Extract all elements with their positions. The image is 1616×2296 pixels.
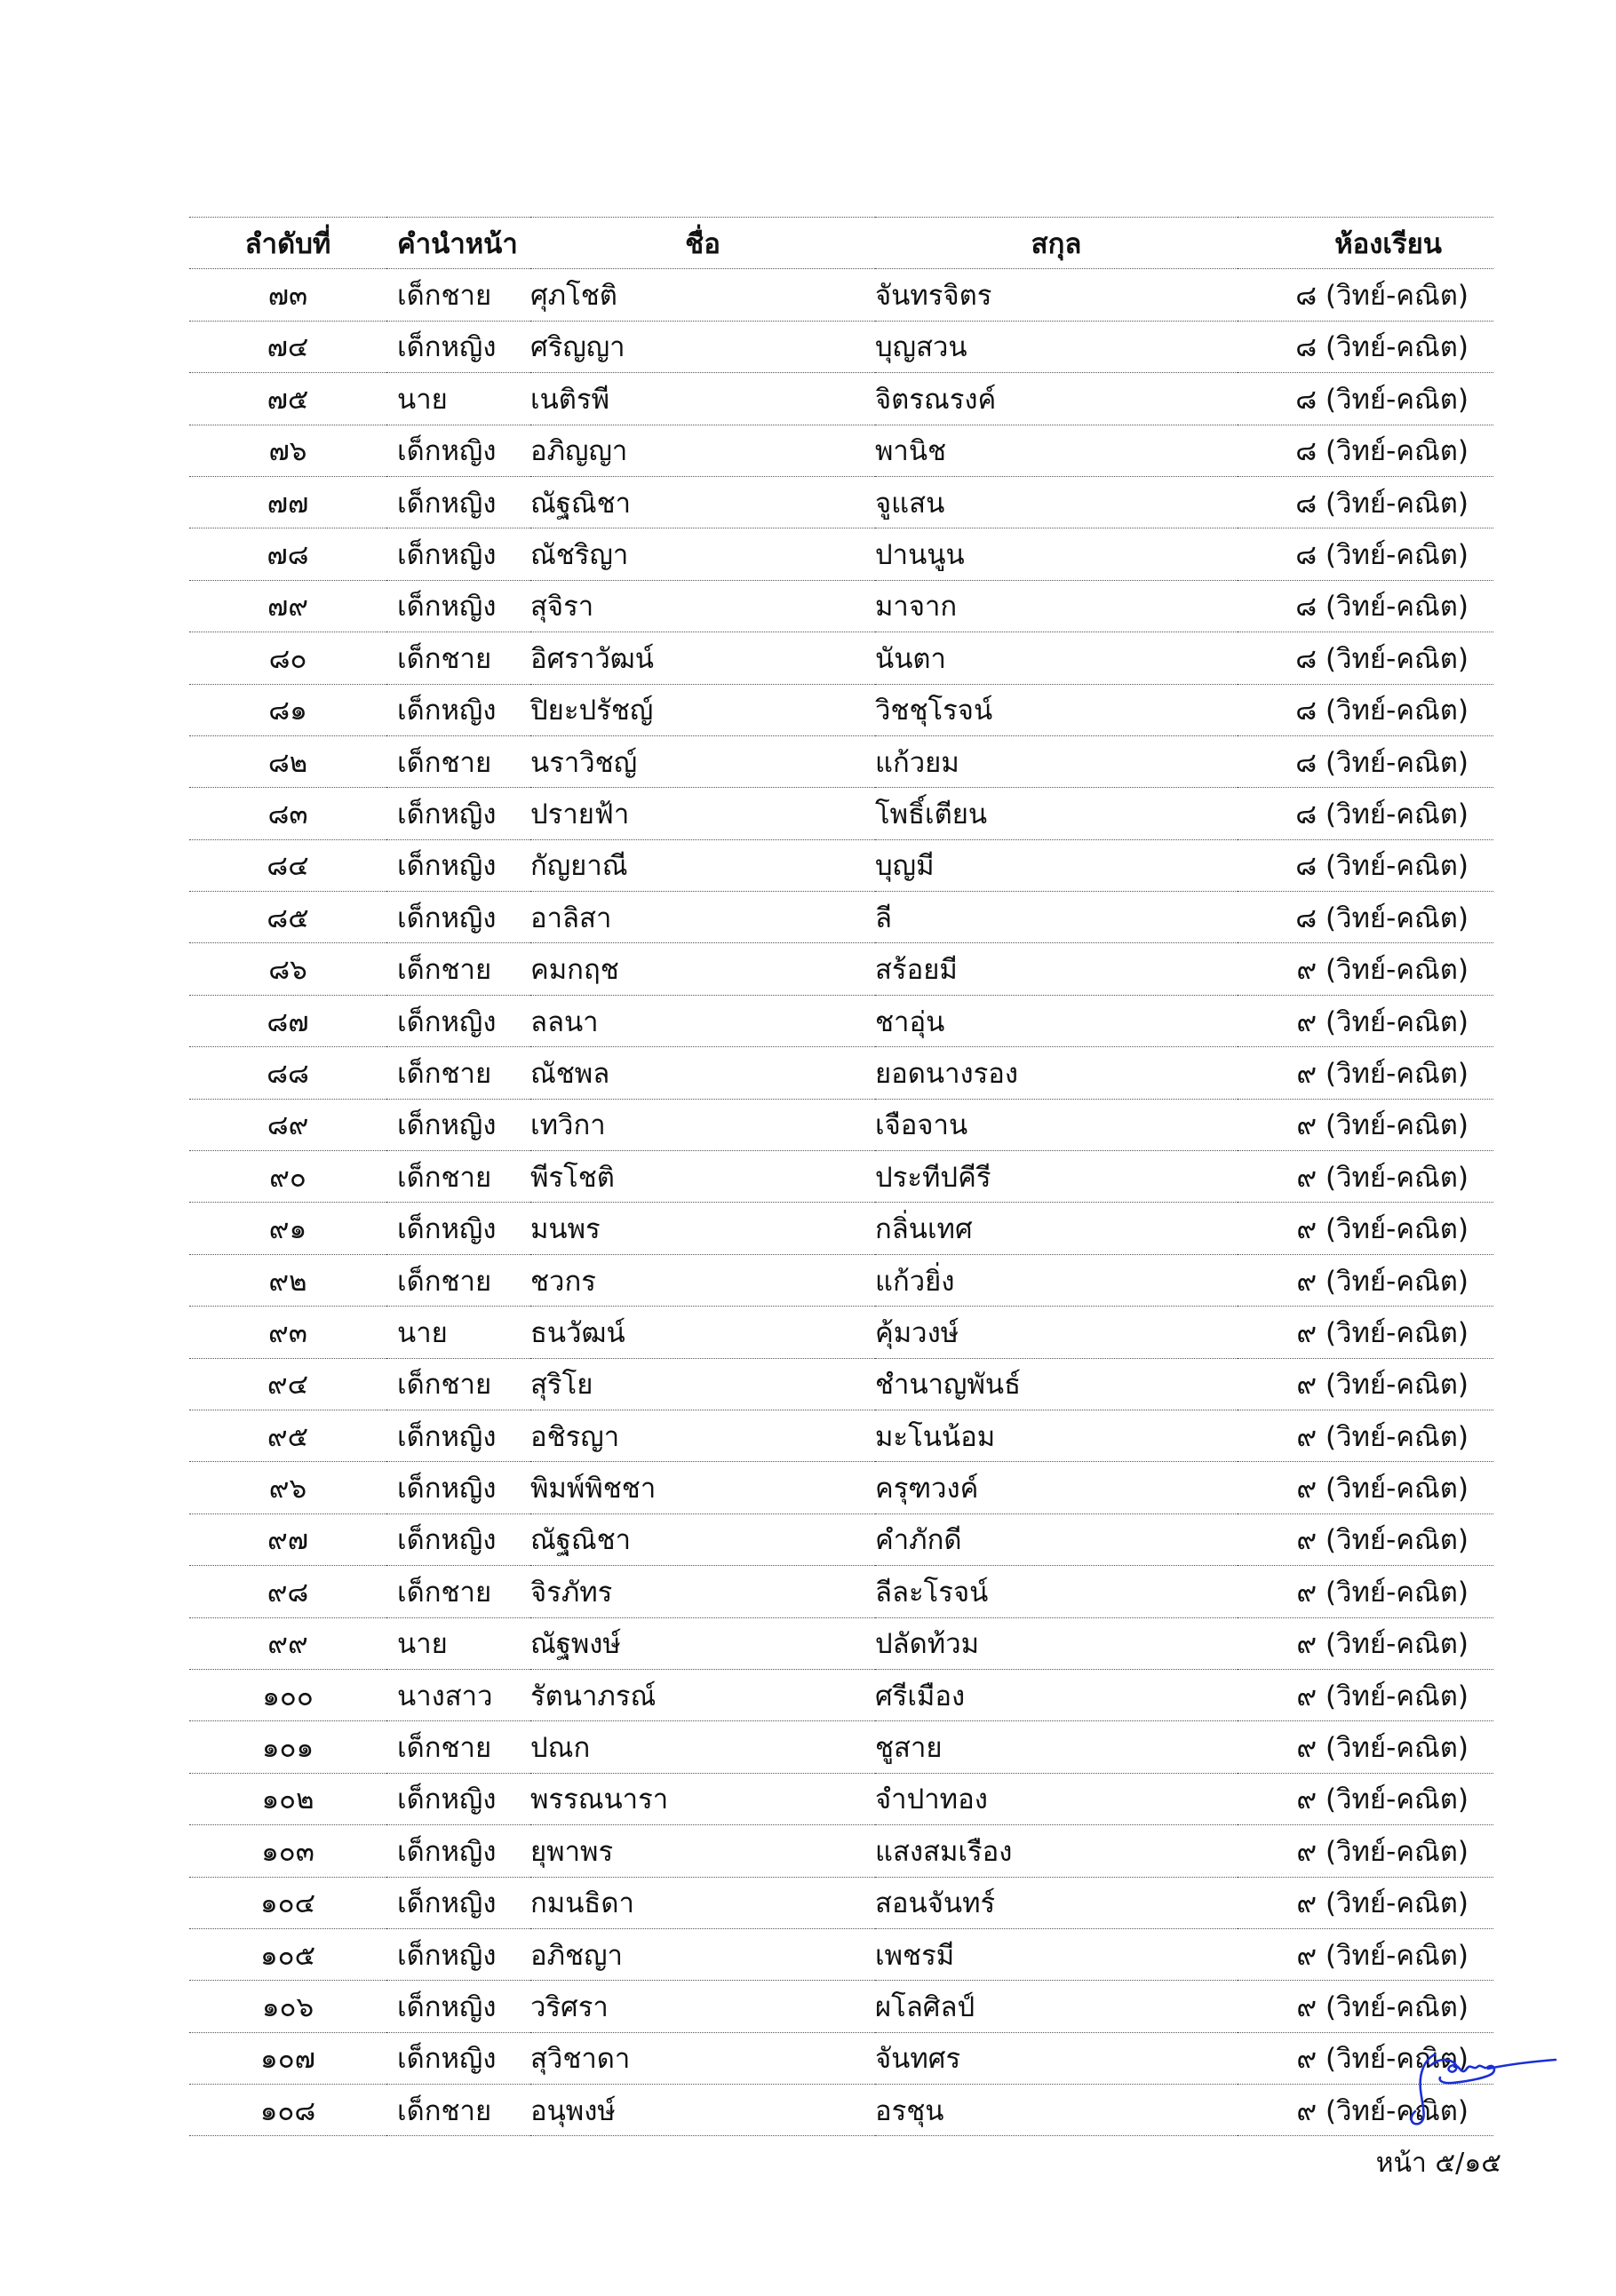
cell-classroom: ๙ (วิทย์-คณิต) (1238, 1203, 1493, 1254)
cell-classroom: ๘ (วิทย์-คณิต) (1238, 788, 1493, 839)
cell-classroom: ๙ (วิทย์-คณิต) (1238, 1825, 1493, 1877)
cell-title: เด็กหญิง (386, 1099, 530, 1150)
cell-last-name: ปานนูน (875, 528, 1238, 580)
cell-last-name: มาจาก (875, 580, 1238, 632)
cell-first-name: ธนวัฒน์ (530, 1307, 875, 1358)
cell-first-name: ศริญญา (530, 321, 875, 372)
cell-first-name: พีรโชติ (530, 1151, 875, 1203)
cell-title: เด็กหญิง (386, 580, 530, 632)
cell-number: ๘๐ (189, 632, 386, 684)
cell-last-name: ประทีปคีรี (875, 1151, 1238, 1203)
header-last-name: สกุล (875, 218, 1238, 269)
cell-first-name: กมนธิดา (530, 1877, 875, 1928)
cell-number: ๘๕ (189, 892, 386, 943)
table-row (189, 1410, 1493, 1461)
cell-title: เด็กชาย (386, 1721, 530, 1773)
cell-classroom: ๙ (วิทย์-คณิต) (1238, 1669, 1493, 1720)
cell-first-name: วริศรา (530, 1981, 875, 2032)
table-row (189, 1981, 1493, 2032)
cell-classroom: ๘ (วิทย์-คณิต) (1238, 476, 1493, 528)
cell-classroom: ๘ (วิทย์-คณิต) (1238, 528, 1493, 580)
cell-last-name: ครุฑวงค์ (875, 1462, 1238, 1513)
table-row (189, 1151, 1493, 1203)
cell-first-name: ลลนา (530, 995, 875, 1046)
cell-classroom: ๘ (วิทย์-คณิต) (1238, 269, 1493, 321)
table-row (189, 269, 1493, 321)
cell-last-name: คุ้มวงษ์ (875, 1307, 1238, 1358)
cell-classroom: ๙ (วิทย์-คณิต) (1238, 1566, 1493, 1617)
table-row (189, 1254, 1493, 1306)
cell-last-name: วิชชุโรจน์ (875, 684, 1238, 735)
cell-classroom: ๙ (วิทย์-คณิต) (1238, 1358, 1493, 1410)
cell-classroom: ๙ (วิทย์-คณิต) (1238, 1254, 1493, 1306)
cell-number: ๑๐๕ (189, 1928, 386, 1980)
cell-number: ๗๔ (189, 321, 386, 372)
cell-title: เด็กหญิง (386, 321, 530, 372)
cell-first-name: อาลิสา (530, 892, 875, 943)
cell-last-name: บุญสวน (875, 321, 1238, 372)
cell-number: ๙๖ (189, 1462, 386, 1513)
cell-title: นาย (386, 373, 530, 425)
cell-title: เด็กหญิง (386, 476, 530, 528)
table-row (189, 580, 1493, 632)
cell-last-name: สอนจันทร์ (875, 1877, 1238, 1928)
cell-classroom: ๙ (วิทย์-คณิต) (1238, 1617, 1493, 1669)
cell-number: ๗๘ (189, 528, 386, 580)
cell-first-name: สุวิชาดา (530, 2032, 875, 2084)
cell-number: ๗๖ (189, 425, 386, 476)
table-row (189, 788, 1493, 839)
table-row (189, 2032, 1493, 2084)
cell-number: ๙๐ (189, 1151, 386, 1203)
cell-first-name: จิรภัทร (530, 1566, 875, 1617)
cell-classroom: ๘ (วิทย์-คณิต) (1238, 321, 1493, 372)
cell-first-name: เทวิกา (530, 1099, 875, 1150)
cell-number: ๘๗ (189, 995, 386, 1046)
cell-title: เด็กหญิง (386, 1410, 530, 1461)
cell-title: เด็กหญิง (386, 528, 530, 580)
cell-classroom: ๘ (วิทย์-คณิต) (1238, 580, 1493, 632)
cell-first-name: พิมพ์พิชชา (530, 1462, 875, 1513)
cell-last-name: จันทศร (875, 2032, 1238, 2084)
cell-last-name: เพชรมี (875, 1928, 1238, 1980)
cell-classroom: ๙ (วิทย์-คณิต) (1238, 1410, 1493, 1461)
cell-number: ๘๒ (189, 735, 386, 787)
cell-number: ๙๓ (189, 1307, 386, 1358)
cell-last-name: ชำนาญพันธ์ (875, 1358, 1238, 1410)
cell-first-name: ศุภโชติ (530, 269, 875, 321)
table-header (189, 218, 1493, 269)
cell-first-name: ณัฐณิชา (530, 1513, 875, 1565)
cell-number: ๙๒ (189, 1254, 386, 1306)
cell-title: เด็กหญิง (386, 892, 530, 943)
signature-stroke (1412, 2054, 1556, 2124)
cell-classroom: ๘ (วิทย์-คณิต) (1238, 632, 1493, 684)
table-row (189, 684, 1493, 735)
cell-first-name: พรรณนารา (530, 1773, 875, 1824)
cell-title: เด็กชาย (386, 1151, 530, 1203)
cell-number: ๑๐๓ (189, 1825, 386, 1877)
cell-title: เด็กชาย (386, 1566, 530, 1617)
cell-last-name: พานิช (875, 425, 1238, 476)
cell-title: เด็กหญิง (386, 1773, 530, 1824)
table-row (189, 943, 1493, 995)
student-roster-table (189, 217, 1493, 2136)
cell-classroom: ๙ (วิทย์-คณิต) (1238, 2032, 1493, 2084)
table-row (189, 1462, 1493, 1513)
cell-classroom: ๘ (วิทย์-คณิต) (1238, 684, 1493, 735)
cell-title: เด็กหญิง (386, 1877, 530, 1928)
cell-last-name: นันตา (875, 632, 1238, 684)
cell-title: เด็กหญิง (386, 1462, 530, 1513)
cell-number: ๑๐๒ (189, 1773, 386, 1824)
cell-first-name: ปณก (530, 1721, 875, 1773)
cell-classroom: ๘ (วิทย์-คณิต) (1238, 892, 1493, 943)
cell-last-name: ปลัดท้วม (875, 1617, 1238, 1669)
cell-last-name: ศรีเมือง (875, 1669, 1238, 1720)
cell-title: เด็กชาย (386, 943, 530, 995)
cell-last-name: แก้วยม (875, 735, 1238, 787)
table-row (189, 1669, 1493, 1720)
cell-classroom: ๙ (วิทย์-คณิต) (1238, 1307, 1493, 1358)
table-row (189, 425, 1493, 476)
cell-title: นาย (386, 1307, 530, 1358)
table-row (189, 321, 1493, 372)
cell-first-name: นราวิชญ์ (530, 735, 875, 787)
cell-classroom: ๘ (วิทย์-คณิต) (1238, 425, 1493, 476)
cell-number: ๙๕ (189, 1410, 386, 1461)
cell-title: เด็กชาย (386, 2085, 530, 2136)
cell-first-name: ณัฐณิชา (530, 476, 875, 528)
cell-classroom: ๙ (วิทย์-คณิต) (1238, 2085, 1493, 2136)
cell-title: เด็กหญิง (386, 684, 530, 735)
table-row (189, 1566, 1493, 1617)
cell-classroom: ๘ (วิทย์-คณิต) (1238, 373, 1493, 425)
cell-first-name: ยุพาพร (530, 1825, 875, 1877)
header-number: ลำดับที่ (189, 218, 386, 269)
cell-classroom: ๙ (วิทย์-คณิต) (1238, 1462, 1493, 1513)
cell-title: นางสาว (386, 1669, 530, 1720)
cell-title: เด็กชาย (386, 1254, 530, 1306)
cell-number: ๘๙ (189, 1099, 386, 1150)
table-row (189, 1877, 1493, 1928)
cell-number: ๘๘ (189, 1047, 386, 1099)
cell-title: เด็กหญิง (386, 1513, 530, 1565)
table-row (189, 1928, 1493, 1980)
table-row (189, 1825, 1493, 1877)
cell-classroom: ๙ (วิทย์-คณิต) (1238, 1513, 1493, 1565)
table-row (189, 1773, 1493, 1824)
cell-classroom: ๙ (วิทย์-คณิต) (1238, 943, 1493, 995)
cell-first-name: ปิยะปรัชญ์ (530, 684, 875, 735)
cell-last-name: โพธิ์เตียน (875, 788, 1238, 839)
table-row (189, 839, 1493, 891)
table-header-row (189, 218, 1493, 269)
table-row (189, 2085, 1493, 2136)
cell-number: ๑๐๐ (189, 1669, 386, 1720)
cell-last-name: สร้อยมี (875, 943, 1238, 995)
cell-number: ๗๙ (189, 580, 386, 632)
cell-classroom: ๙ (วิทย์-คณิต) (1238, 1047, 1493, 1099)
table-body (189, 269, 1493, 2136)
cell-last-name: ชูสาย (875, 1721, 1238, 1773)
cell-number: ๑๐๑ (189, 1721, 386, 1773)
cell-number: ๙๗ (189, 1513, 386, 1565)
cell-first-name: เนติรพี (530, 373, 875, 425)
cell-last-name: ผโลศิลป์ (875, 1981, 1238, 2032)
cell-title: เด็กหญิง (386, 1203, 530, 1254)
cell-last-name: ยอดนางรอง (875, 1047, 1238, 1099)
table-row (189, 1203, 1493, 1254)
cell-number: ๙๔ (189, 1358, 386, 1410)
cell-classroom: ๙ (วิทย์-คณิต) (1238, 995, 1493, 1046)
cell-number: ๑๐๔ (189, 1877, 386, 1928)
cell-number: ๑๐๖ (189, 1981, 386, 2032)
cell-classroom: ๘ (วิทย์-คณิต) (1238, 839, 1493, 891)
cell-last-name: คำภักดี (875, 1513, 1238, 1565)
cell-last-name: จำปาทอง (875, 1773, 1238, 1824)
cell-last-name: เจือจาน (875, 1099, 1238, 1150)
cell-last-name: บุญมี (875, 839, 1238, 891)
table-row (189, 995, 1493, 1046)
cell-last-name: มะโนน้อม (875, 1410, 1238, 1461)
table-row (189, 1513, 1493, 1565)
table-row (189, 735, 1493, 787)
cell-number: ๗๕ (189, 373, 386, 425)
cell-first-name: อภิชญา (530, 1928, 875, 1980)
cell-first-name: สุริโย (530, 1358, 875, 1410)
cell-classroom: ๙ (วิทย์-คณิต) (1238, 1151, 1493, 1203)
table-row (189, 1307, 1493, 1358)
cell-last-name: แสงสมเรือง (875, 1825, 1238, 1877)
header-classroom: ห้องเรียน (1238, 218, 1493, 269)
cell-number: ๑๐๗ (189, 2032, 386, 2084)
cell-last-name: แก้วยิ่ง (875, 1254, 1238, 1306)
cell-number: ๘๑ (189, 684, 386, 735)
cell-last-name: จิตรณรงค์ (875, 373, 1238, 425)
table-row (189, 1358, 1493, 1410)
table-row (189, 1099, 1493, 1150)
cell-first-name: รัตนาภรณ์ (530, 1669, 875, 1720)
cell-title: เด็กชาย (386, 269, 530, 321)
cell-title: เด็กหญิง (386, 995, 530, 1046)
cell-first-name: สุจิรา (530, 580, 875, 632)
cell-last-name: จันทรจิตร (875, 269, 1238, 321)
table-row (189, 373, 1493, 425)
cell-first-name: อภิญญา (530, 425, 875, 476)
cell-number: ๘๖ (189, 943, 386, 995)
cell-classroom: ๙ (วิทย์-คณิต) (1238, 1099, 1493, 1150)
table-row (189, 892, 1493, 943)
cell-last-name: กลิ่นเทศ (875, 1203, 1238, 1254)
page-number: หน้า ๕/๑๕ (1375, 2148, 1501, 2179)
cell-classroom: ๙ (วิทย์-คณิต) (1238, 1981, 1493, 2032)
table-row (189, 1617, 1493, 1669)
cell-title: เด็กหญิง (386, 839, 530, 891)
cell-first-name: อนุพงษ์ (530, 2085, 875, 2136)
table-row (189, 476, 1493, 528)
cell-title: เด็กหญิง (386, 788, 530, 839)
cell-number: ๗๗ (189, 476, 386, 528)
cell-first-name: ณัชพล (530, 1047, 875, 1099)
cell-title: เด็กชาย (386, 1358, 530, 1410)
cell-number: ๗๓ (189, 269, 386, 321)
cell-title: เด็กชาย (386, 1047, 530, 1099)
table-row (189, 1047, 1493, 1099)
cell-first-name: ณัชริญา (530, 528, 875, 580)
cell-first-name: ณัฐพงษ์ (530, 1617, 875, 1669)
cell-first-name: อชิรญา (530, 1410, 875, 1461)
cell-classroom: ๙ (วิทย์-คณิต) (1238, 1773, 1493, 1824)
cell-title: เด็กหญิง (386, 1928, 530, 1980)
cell-first-name: อิศราวัฒน์ (530, 632, 875, 684)
cell-first-name: คมกฤช (530, 943, 875, 995)
cell-title: เด็กหญิง (386, 2032, 530, 2084)
cell-number: ๑๐๘ (189, 2085, 386, 2136)
header-first-name: ชื่อ (530, 218, 875, 269)
cell-title: นาย (386, 1617, 530, 1669)
cell-title: เด็กหญิง (386, 1825, 530, 1877)
signature-image (1399, 2047, 1559, 2127)
cell-first-name: กัญยาณี (530, 839, 875, 891)
cell-title: เด็กชาย (386, 735, 530, 787)
table-row (189, 632, 1493, 684)
header-title: คำนำหน้า (386, 218, 530, 269)
cell-number: ๘๔ (189, 839, 386, 891)
cell-last-name: จูแสน (875, 476, 1238, 528)
cell-classroom: ๙ (วิทย์-คณิต) (1238, 1721, 1493, 1773)
cell-first-name: มนพร (530, 1203, 875, 1254)
cell-number: ๙๘ (189, 1566, 386, 1617)
cell-classroom: ๙ (วิทย์-คณิต) (1238, 1928, 1493, 1980)
cell-first-name: ปรายฟ้า (530, 788, 875, 839)
cell-number: ๘๓ (189, 788, 386, 839)
cell-first-name: ชวกร (530, 1254, 875, 1306)
cell-number: ๙๙ (189, 1617, 386, 1669)
cell-number: ๙๑ (189, 1203, 386, 1254)
cell-last-name: ลี (875, 892, 1238, 943)
table-row (189, 1721, 1493, 1773)
cell-classroom: ๙ (วิทย์-คณิต) (1238, 1877, 1493, 1928)
table-row (189, 528, 1493, 580)
cell-last-name: ชาอุ่น (875, 995, 1238, 1046)
cell-last-name: อรชุน (875, 2085, 1238, 2136)
cell-title: เด็กชาย (386, 632, 530, 684)
cell-last-name: ลีละโรจน์ (875, 1566, 1238, 1617)
cell-title: เด็กหญิง (386, 1981, 530, 2032)
cell-classroom: ๘ (วิทย์-คณิต) (1238, 735, 1493, 787)
cell-title: เด็กหญิง (386, 425, 530, 476)
